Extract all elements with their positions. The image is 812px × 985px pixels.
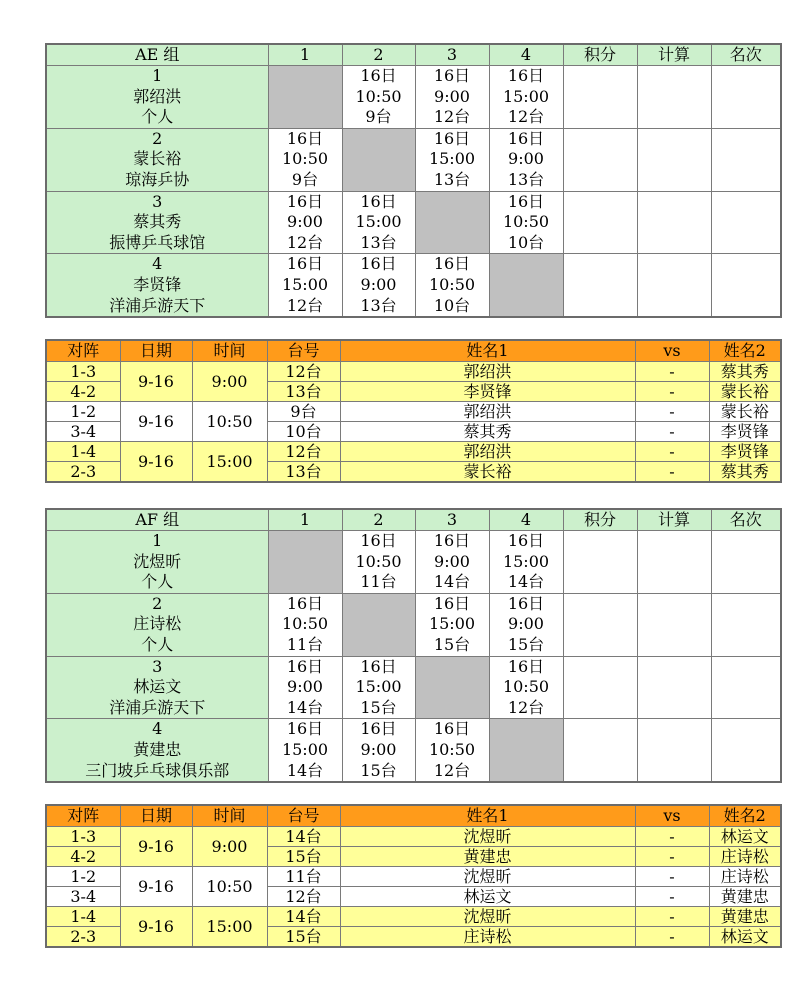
group-table — [45, 43, 782, 318]
player2-name: 蒙长裕 — [709, 382, 781, 402]
schedule-col-header: 时间 — [192, 805, 267, 827]
match-day: 16日 — [433, 128, 471, 148]
match-table: 10台 — [433, 295, 471, 315]
schedule-header-row — [46, 340, 781, 362]
group-col-header: 4 — [489, 509, 563, 531]
rank-cell — [711, 593, 781, 656]
player-club: 振博乒乓球馆 — [109, 232, 206, 252]
schedule-row — [46, 402, 781, 422]
match-cell — [268, 719, 342, 782]
group-table — [45, 508, 782, 783]
match-day: 16日 — [433, 66, 471, 85]
match-day: 16日 — [360, 191, 397, 211]
group-col-header: 积分 — [563, 509, 637, 531]
score-cell — [563, 593, 637, 656]
match-table: 14台 — [433, 572, 471, 592]
player-row — [46, 593, 781, 656]
vs-mark: - — [635, 907, 709, 927]
player-club: 个人 — [141, 572, 174, 592]
match-time: 9:00 — [287, 212, 323, 232]
group-col-header: 4 — [489, 44, 563, 66]
match-table: 11台 — [286, 634, 324, 654]
match-time: 10:50 — [502, 677, 550, 697]
self-match-cell — [489, 254, 563, 317]
player-name: 李贤锋 — [133, 274, 182, 294]
match-table-no: 12台 — [267, 442, 340, 462]
match-pair: 1-2 — [46, 402, 120, 422]
match-pair: 3-4 — [46, 422, 120, 442]
player1-name: 林运文 — [340, 887, 635, 907]
calc-cell — [637, 66, 711, 129]
player-number: 1 — [152, 531, 163, 550]
player1-name: 郭绍洪 — [340, 402, 635, 422]
match-cell — [268, 656, 342, 719]
score-cell — [563, 254, 637, 317]
group-col-header: 名次 — [711, 44, 781, 66]
match-time: 10:50 — [355, 86, 402, 106]
match-day: 16日 — [360, 719, 397, 739]
match-table: 9台 — [365, 107, 392, 127]
player-name: 蔡其秀 — [133, 212, 182, 232]
match-cell — [415, 593, 489, 656]
match-cell — [489, 191, 563, 254]
group-col-header: 2 — [342, 44, 415, 66]
rank-cell — [711, 254, 781, 317]
match-time: 10:50 — [192, 402, 267, 442]
match-table-no: 14台 — [267, 827, 340, 847]
score-cell — [563, 128, 637, 191]
player-number: 1 — [152, 66, 163, 85]
player-cell — [46, 254, 268, 317]
group-header-row — [46, 44, 781, 66]
match-date: 9-16 — [120, 442, 192, 483]
player-club: 琼海乒协 — [125, 169, 190, 189]
player2-name: 林运文 — [709, 827, 781, 847]
match-time: 9:00 — [434, 86, 470, 106]
match-time: 10:50 — [281, 149, 329, 169]
match-time: 9:00 — [287, 677, 323, 697]
self-match-cell — [268, 66, 342, 129]
match-table-no: 13台 — [267, 382, 340, 402]
player2-name: 庄诗松 — [709, 847, 781, 867]
match-time: 9:00 — [192, 362, 267, 402]
schedule-col-header: 台号 — [267, 340, 340, 362]
match-day: 16日 — [286, 191, 324, 211]
match-day: 16日 — [507, 531, 545, 550]
score-cell — [563, 656, 637, 719]
schedule-col-header: 姓名1 — [340, 805, 635, 827]
vs-mark: - — [635, 887, 709, 907]
group-header-row — [46, 509, 781, 531]
group-col-header: 1 — [268, 44, 342, 66]
match-cell — [342, 531, 415, 594]
match-date: 9-16 — [120, 402, 192, 442]
group-name: AF 组 — [46, 509, 268, 531]
match-time: 15:00 — [428, 149, 476, 169]
match-time: 15:00 — [281, 739, 329, 759]
match-day: 16日 — [433, 254, 471, 274]
match-cell — [415, 254, 489, 317]
match-cell — [268, 254, 342, 317]
match-date: 9-16 — [120, 362, 192, 402]
match-table-no: 13台 — [267, 462, 340, 483]
match-cell — [268, 128, 342, 191]
match-pair: 1-2 — [46, 867, 120, 887]
match-time: 10:50 — [502, 212, 550, 232]
match-pair: 2-3 — [46, 462, 120, 483]
match-cell — [342, 656, 415, 719]
match-cell — [342, 719, 415, 782]
calc-cell — [637, 593, 711, 656]
schedule-row — [46, 362, 781, 382]
player1-name: 蔡其秀 — [340, 422, 635, 442]
schedule-col-header: 姓名2 — [709, 340, 781, 362]
match-table: 12台 — [286, 232, 324, 252]
group-name: AE 组 — [46, 44, 268, 66]
player-number: 3 — [152, 191, 163, 211]
match-cell — [489, 128, 563, 191]
player-name: 黄建忠 — [133, 739, 182, 759]
schedule-col-header: 对阵 — [46, 340, 120, 362]
player-cell — [46, 531, 268, 594]
vs-mark: - — [635, 867, 709, 887]
rank-cell — [711, 66, 781, 129]
match-time: 15:00 — [281, 274, 329, 294]
player-cell — [46, 656, 268, 719]
schedule-col-header: 时间 — [192, 340, 267, 362]
group-col-header: 3 — [415, 44, 489, 66]
match-cell — [489, 656, 563, 719]
match-table: 13台 — [433, 169, 471, 189]
match-time: 10:50 — [355, 551, 402, 571]
schedule-table — [45, 804, 782, 948]
calc-cell — [637, 128, 711, 191]
match-day: 16日 — [507, 128, 545, 148]
match-table: 11台 — [360, 572, 397, 592]
match-table: 12台 — [507, 697, 545, 717]
player1-name: 沈煜昕 — [340, 867, 635, 887]
match-table-no: 9台 — [267, 402, 340, 422]
match-table: 14台 — [286, 760, 324, 780]
schedule-col-header: vs — [635, 805, 709, 827]
player2-name: 李贤锋 — [709, 422, 781, 442]
vs-mark: - — [635, 827, 709, 847]
match-time: 10:50 — [428, 274, 476, 294]
match-pair: 3-4 — [46, 887, 120, 907]
match-table: 15台 — [507, 634, 545, 654]
match-pair: 4-2 — [46, 382, 120, 402]
match-pair: 1-3 — [46, 362, 120, 382]
group-col-header: 3 — [415, 509, 489, 531]
player-cell — [46, 593, 268, 656]
schedule-col-header: 姓名2 — [709, 805, 781, 827]
player2-name: 黄建忠 — [709, 887, 781, 907]
match-cell — [415, 66, 489, 129]
rank-cell — [711, 656, 781, 719]
match-table: 12台 — [433, 760, 471, 780]
match-table: 12台 — [433, 107, 471, 127]
player-club: 三门坡乒乓球俱乐部 — [85, 760, 230, 780]
match-table: 9台 — [291, 169, 319, 189]
schedule-col-header: 姓名1 — [340, 340, 635, 362]
match-time: 15:00 — [428, 614, 476, 634]
player-club: 个人 — [141, 634, 174, 654]
schedule-row — [46, 442, 781, 462]
match-time: 9:00 — [360, 739, 397, 759]
match-pair: 1-3 — [46, 827, 120, 847]
player-cell — [46, 719, 268, 782]
player2-name: 蔡其秀 — [709, 362, 781, 382]
rank-cell — [711, 719, 781, 782]
match-time: 15:00 — [502, 86, 550, 106]
player-number: 2 — [152, 128, 163, 148]
match-time: 9:00 — [434, 551, 470, 571]
score-cell — [563, 66, 637, 129]
schedule-row — [46, 827, 781, 847]
group-col-header: 名次 — [711, 509, 781, 531]
player-row — [46, 191, 781, 254]
match-cell — [342, 66, 415, 129]
match-cell — [342, 254, 415, 317]
match-table: 10台 — [507, 232, 545, 252]
player2-name: 庄诗松 — [709, 867, 781, 887]
match-time: 15:00 — [192, 907, 267, 948]
match-time: 9:00 — [508, 149, 544, 169]
group-col-header: 计算 — [637, 509, 711, 531]
group-col-header: 2 — [342, 509, 415, 531]
schedule-col-header: 对阵 — [46, 805, 120, 827]
match-day: 16日 — [286, 254, 324, 274]
rank-cell — [711, 128, 781, 191]
player-number: 3 — [152, 656, 163, 676]
match-table: 15台 — [433, 634, 471, 654]
player-row — [46, 656, 781, 719]
match-table-no: 14台 — [267, 907, 340, 927]
match-table: 14台 — [507, 572, 545, 592]
vs-mark: - — [635, 927, 709, 948]
group-col-header: 1 — [268, 509, 342, 531]
schedule-header-row — [46, 805, 781, 827]
match-time: 15:00 — [355, 677, 402, 697]
player2-name: 李贤锋 — [709, 442, 781, 462]
schedule-col-header: 日期 — [120, 340, 192, 362]
match-table-no: 11台 — [267, 867, 340, 887]
match-day: 16日 — [507, 191, 545, 211]
match-cell — [268, 593, 342, 656]
player-club: 洋浦乒游天下 — [109, 295, 206, 315]
match-day: 16日 — [507, 66, 545, 85]
match-date: 9-16 — [120, 827, 192, 867]
vs-mark: - — [635, 402, 709, 422]
match-table-no: 12台 — [267, 362, 340, 382]
player-name: 蒙长裕 — [133, 149, 182, 169]
match-day: 16日 — [360, 66, 397, 85]
player-name: 郭绍洪 — [133, 86, 182, 106]
match-day: 16日 — [286, 128, 324, 148]
player1-name: 蒙长裕 — [340, 462, 635, 483]
player-row — [46, 66, 781, 129]
player-row — [46, 128, 781, 191]
player-row — [46, 719, 781, 782]
match-table: 12台 — [507, 107, 545, 127]
match-day: 16日 — [360, 254, 397, 274]
player2-name: 蔡其秀 — [709, 462, 781, 483]
vs-mark: - — [635, 362, 709, 382]
player1-name: 李贤锋 — [340, 382, 635, 402]
player1-name: 庄诗松 — [340, 927, 635, 948]
match-table-no: 12台 — [267, 887, 340, 907]
schedule-col-header: 台号 — [267, 805, 340, 827]
match-pair: 4-2 — [46, 847, 120, 867]
match-day: 16日 — [507, 593, 545, 613]
vs-mark: - — [635, 462, 709, 483]
score-cell — [563, 531, 637, 594]
match-day: 16日 — [286, 593, 324, 613]
match-pair: 1-4 — [46, 442, 120, 462]
calc-cell — [637, 191, 711, 254]
score-cell — [563, 719, 637, 782]
match-cell — [489, 66, 563, 129]
vs-mark: - — [635, 382, 709, 402]
match-cell — [489, 593, 563, 656]
match-time: 15:00 — [192, 442, 267, 483]
self-match-cell — [342, 593, 415, 656]
match-table: 13台 — [507, 169, 545, 189]
vs-mark: - — [635, 422, 709, 442]
match-cell — [489, 531, 563, 594]
match-day: 16日 — [360, 531, 397, 550]
match-time: 10:50 — [281, 614, 329, 634]
match-day: 16日 — [433, 531, 471, 550]
match-time: 9:00 — [508, 614, 544, 634]
player1-name: 沈煜昕 — [340, 827, 635, 847]
match-date: 9-16 — [120, 867, 192, 907]
match-day: 16日 — [286, 719, 324, 739]
self-match-cell — [415, 656, 489, 719]
vs-mark: - — [635, 442, 709, 462]
player-name: 林运文 — [133, 677, 182, 697]
group-col-header: 积分 — [563, 44, 637, 66]
match-table-no: 15台 — [267, 927, 340, 948]
match-cell — [415, 128, 489, 191]
self-match-cell — [415, 191, 489, 254]
self-match-cell — [342, 128, 415, 191]
match-time: 15:00 — [502, 551, 550, 571]
vs-mark: - — [635, 847, 709, 867]
match-cell — [342, 191, 415, 254]
player1-name: 黄建忠 — [340, 847, 635, 867]
calc-cell — [637, 656, 711, 719]
match-date: 9-16 — [120, 907, 192, 948]
player2-name: 蒙长裕 — [709, 402, 781, 422]
player-cell — [46, 66, 268, 129]
match-day: 16日 — [360, 656, 397, 676]
schedule-row — [46, 907, 781, 927]
schedule-col-header: vs — [635, 340, 709, 362]
group-col-header: 计算 — [637, 44, 711, 66]
match-table: 14台 — [286, 697, 324, 717]
player1-name: 郭绍洪 — [340, 362, 635, 382]
match-pair: 1-4 — [46, 907, 120, 927]
match-table: 13台 — [360, 295, 397, 315]
match-table: 12台 — [286, 295, 324, 315]
self-match-cell — [268, 531, 342, 594]
match-table: 13台 — [360, 232, 397, 252]
match-table: 15台 — [360, 760, 397, 780]
match-time: 9:00 — [192, 827, 267, 867]
player-row — [46, 531, 781, 594]
schedule-table — [45, 339, 782, 483]
match-table-no: 10台 — [267, 422, 340, 442]
player-club: 个人 — [141, 107, 174, 127]
player-number: 4 — [152, 254, 163, 274]
calc-cell — [637, 254, 711, 317]
player-name: 沈煜昕 — [133, 551, 182, 571]
match-time: 15:00 — [355, 212, 402, 232]
player2-name: 黄建忠 — [709, 907, 781, 927]
self-match-cell — [489, 719, 563, 782]
player-cell — [46, 191, 268, 254]
player2-name: 林运文 — [709, 927, 781, 948]
match-cell — [415, 531, 489, 594]
match-time: 9:00 — [360, 274, 397, 294]
match-day: 16日 — [507, 656, 545, 676]
match-day: 16日 — [433, 719, 471, 739]
match-cell — [415, 719, 489, 782]
player-name: 庄诗松 — [133, 614, 182, 634]
match-time: 10:50 — [192, 867, 267, 907]
calc-cell — [637, 719, 711, 782]
rank-cell — [711, 191, 781, 254]
schedule-col-header: 日期 — [120, 805, 192, 827]
player-number: 4 — [152, 719, 163, 739]
match-cell — [268, 191, 342, 254]
match-table: 15台 — [360, 697, 397, 717]
schedule-row — [46, 867, 781, 887]
calc-cell — [637, 531, 711, 594]
score-cell — [563, 191, 637, 254]
player-club: 洋浦乒游天下 — [109, 697, 206, 717]
player1-name: 郭绍洪 — [340, 442, 635, 462]
player-row — [46, 254, 781, 317]
player1-name: 沈煜昕 — [340, 907, 635, 927]
rank-cell — [711, 531, 781, 594]
player-number: 2 — [152, 593, 163, 613]
match-time: 10:50 — [428, 739, 476, 759]
match-day: 16日 — [286, 656, 324, 676]
match-day: 16日 — [433, 593, 471, 613]
player-cell — [46, 128, 268, 191]
match-table-no: 15台 — [267, 847, 340, 867]
match-pair: 2-3 — [46, 927, 120, 948]
